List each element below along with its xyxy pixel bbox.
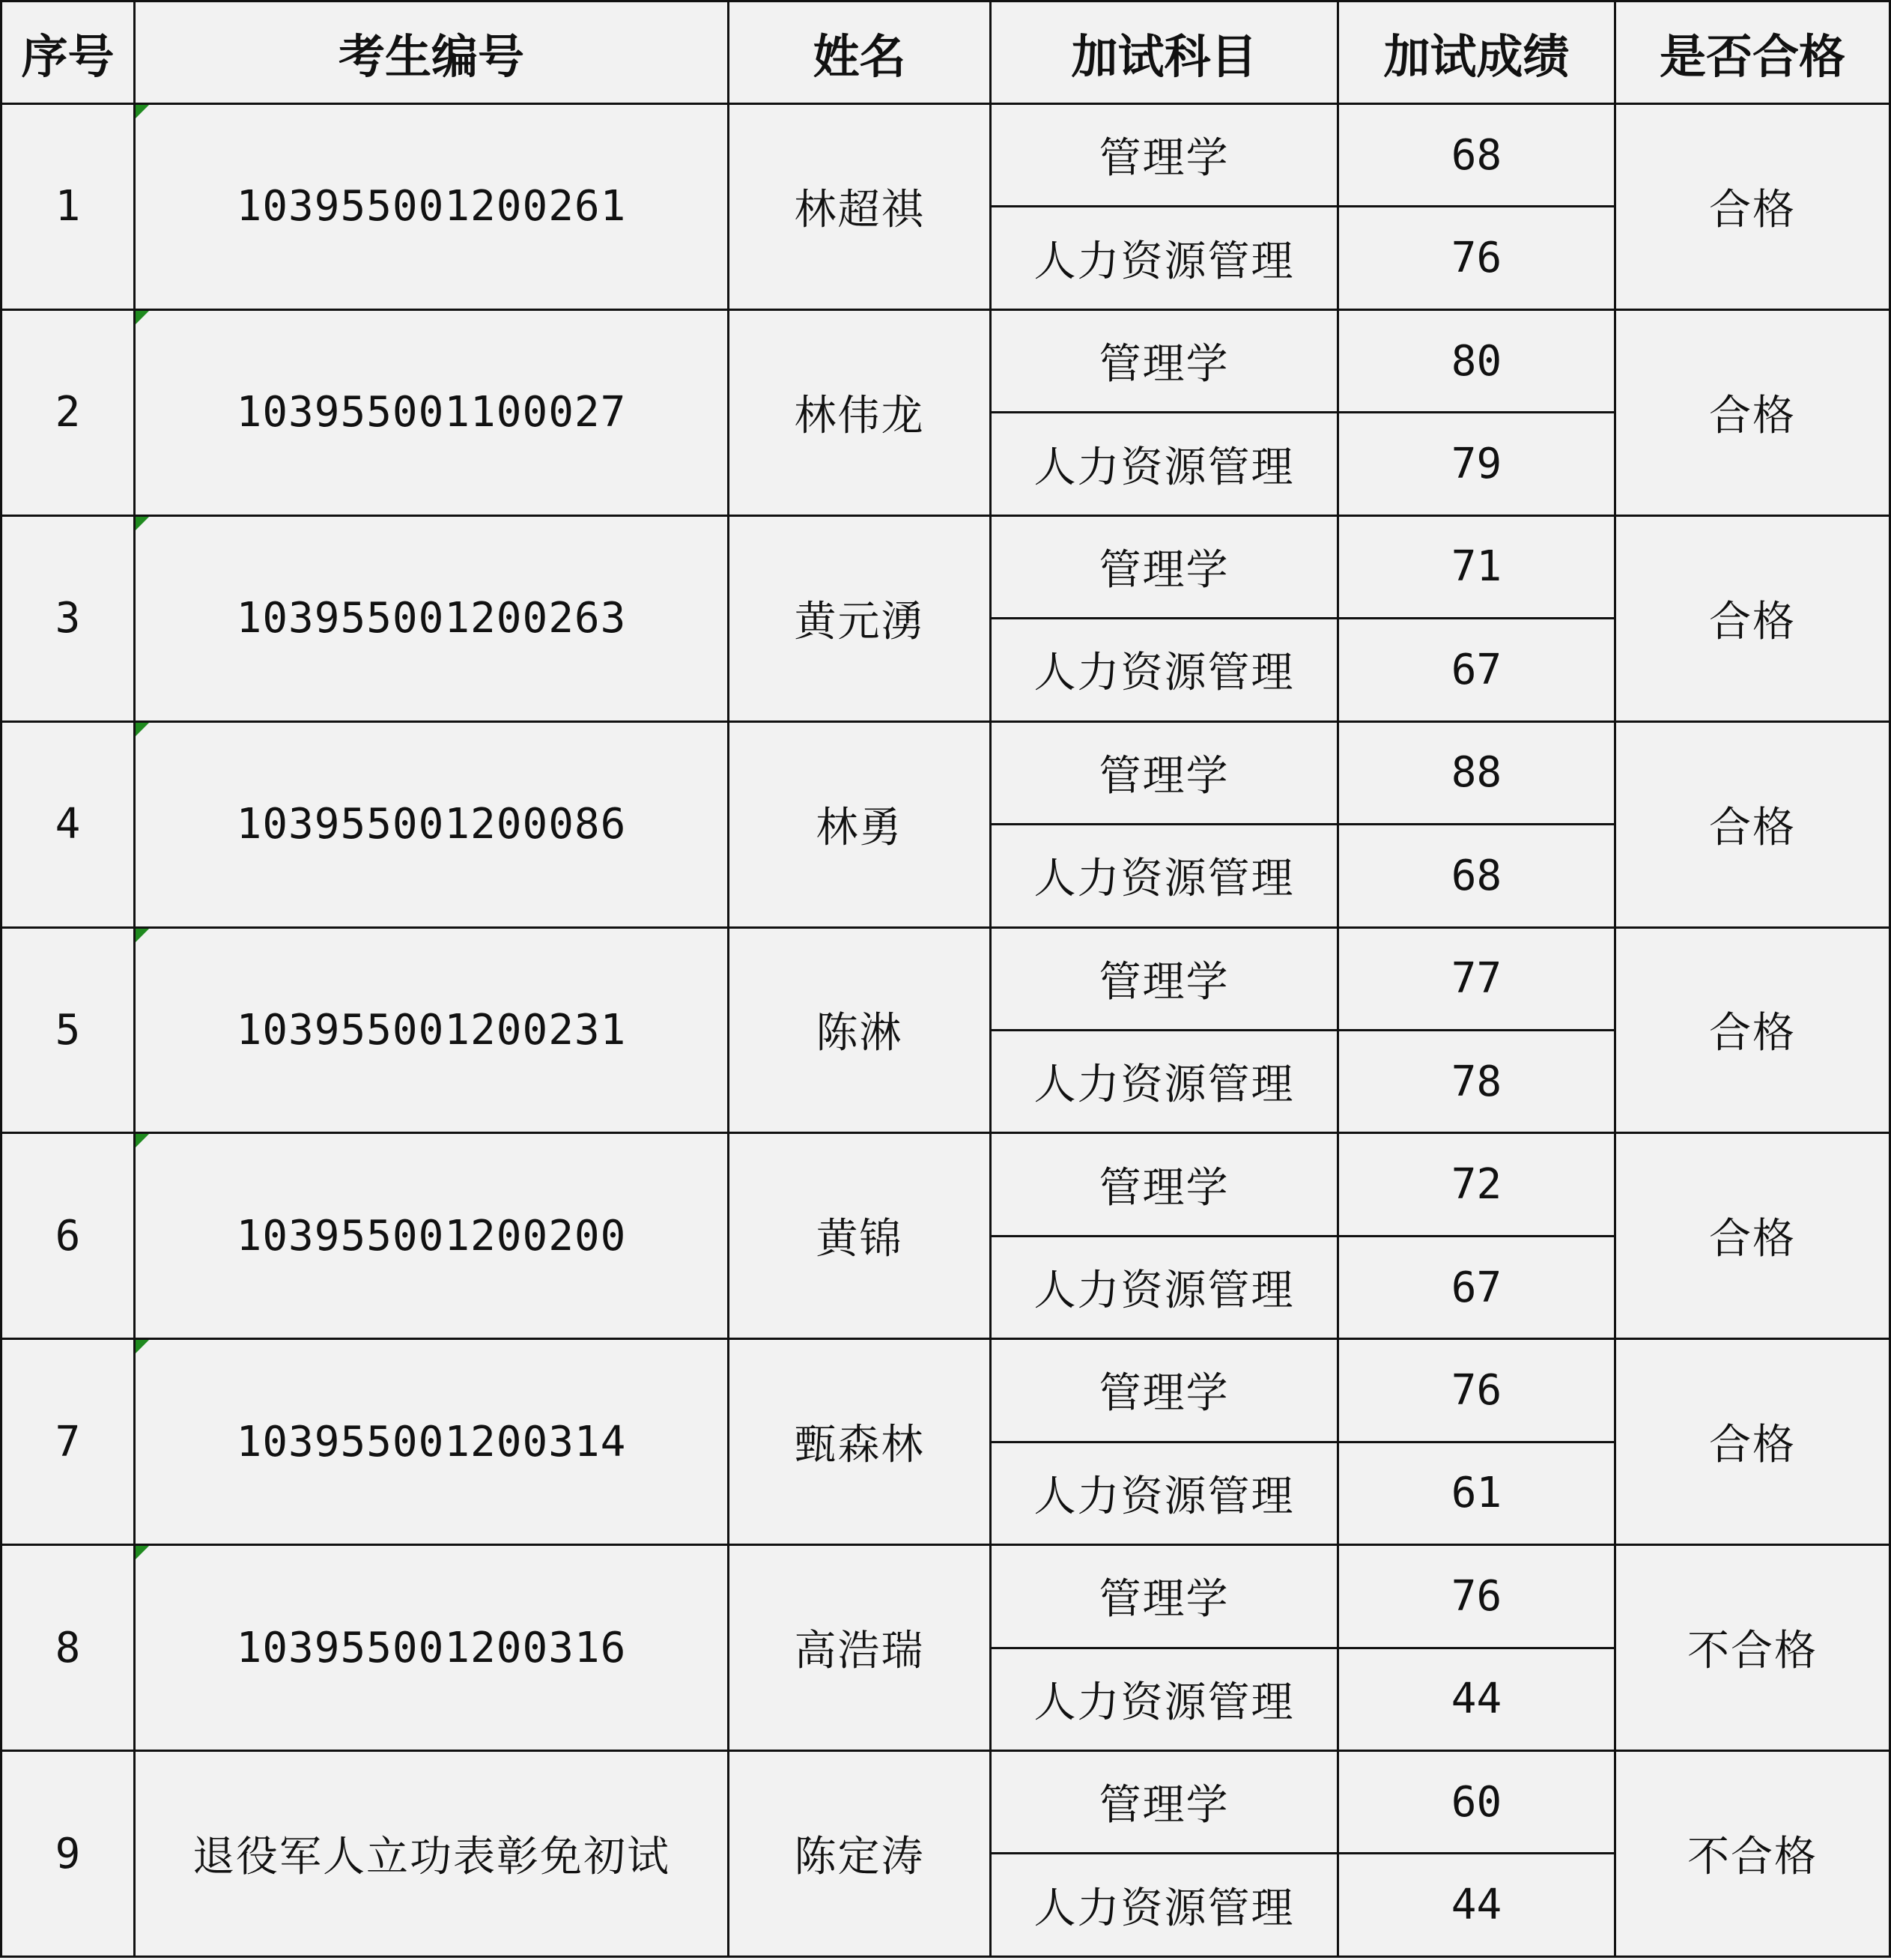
name-cell[interactable]: 林勇 xyxy=(729,721,991,927)
name-cell[interactable]: 陈定涛 xyxy=(729,1751,991,1957)
table-row xyxy=(1,1339,1890,1442)
header-row xyxy=(1,1,1890,104)
qualified-cell[interactable]: 合格 xyxy=(1615,515,1890,721)
score-cell[interactable]: 44 xyxy=(1338,1854,1615,1957)
index-cell[interactable]: 8 xyxy=(1,1545,135,1751)
header-subject[interactable]: 加试科目 xyxy=(991,1,1338,104)
qualified-cell[interactable]: 合格 xyxy=(1615,309,1890,515)
cell-error-indicator-icon xyxy=(136,1546,149,1559)
table-row xyxy=(1,104,1890,207)
examinee-id-cell[interactable] xyxy=(135,104,729,310)
examinee-id-text: 103955001200316 xyxy=(236,1623,627,1672)
name-cell[interactable]: 黄锦 xyxy=(729,1133,991,1339)
table-row xyxy=(1,515,1890,618)
qualified-cell[interactable]: 合格 xyxy=(1615,927,1890,1133)
examinee-id-cell[interactable] xyxy=(135,721,729,927)
score-cell[interactable]: 44 xyxy=(1338,1648,1615,1750)
subject-cell[interactable]: 人力资源管理 xyxy=(991,1442,1338,1544)
subject-cell[interactable]: 管理学 xyxy=(991,1751,1338,1854)
cell-error-indicator-icon xyxy=(136,723,149,736)
table-row xyxy=(1,1545,1890,1648)
index-cell[interactable]: 5 xyxy=(1,927,135,1133)
cell-error-indicator-icon xyxy=(136,929,149,942)
examinee-id-text: 103955001200263 xyxy=(236,594,627,643)
index-cell[interactable]: 3 xyxy=(1,515,135,721)
header-qualified[interactable]: 是否合格 xyxy=(1615,1,1890,104)
subject-cell[interactable]: 管理学 xyxy=(991,309,1338,412)
examinee-id-cell[interactable] xyxy=(135,1339,729,1545)
qualified-cell[interactable]: 合格 xyxy=(1615,104,1890,310)
table-row xyxy=(1,309,1890,412)
score-cell[interactable]: 78 xyxy=(1338,1030,1615,1132)
table-body xyxy=(1,104,1890,1957)
score-cell[interactable]: 67 xyxy=(1338,1236,1615,1338)
score-cell[interactable]: 88 xyxy=(1338,721,1615,824)
score-cell[interactable]: 80 xyxy=(1338,309,1615,412)
score-cell[interactable]: 76 xyxy=(1338,207,1615,309)
subject-cell[interactable]: 人力资源管理 xyxy=(991,413,1338,515)
subject-cell[interactable]: 管理学 xyxy=(991,1545,1338,1648)
score-cell[interactable]: 79 xyxy=(1338,413,1615,515)
subject-cell[interactable]: 人力资源管理 xyxy=(991,1648,1338,1750)
name-cell[interactable]: 甄森林 xyxy=(729,1339,991,1545)
qualified-cell[interactable]: 合格 xyxy=(1615,721,1890,927)
subject-cell[interactable]: 人力资源管理 xyxy=(991,207,1338,309)
examinee-id-cell[interactable] xyxy=(135,927,729,1133)
score-cell[interactable]: 68 xyxy=(1338,825,1615,927)
subject-cell[interactable]: 管理学 xyxy=(991,1339,1338,1442)
subject-cell[interactable]: 人力资源管理 xyxy=(991,1236,1338,1338)
score-cell[interactable]: 72 xyxy=(1338,1133,1615,1236)
subject-cell[interactable]: 管理学 xyxy=(991,721,1338,824)
subject-cell[interactable]: 人力资源管理 xyxy=(991,1854,1338,1957)
cell-error-indicator-icon xyxy=(136,311,149,324)
table-row xyxy=(1,1133,1890,1236)
examinee-id-cell[interactable] xyxy=(135,1545,729,1751)
index-cell[interactable]: 4 xyxy=(1,721,135,927)
header-name[interactable]: 姓名 xyxy=(729,1,991,104)
subject-cell[interactable]: 管理学 xyxy=(991,515,1338,618)
qualified-cell[interactable]: 不合格 xyxy=(1615,1545,1890,1751)
qualified-cell[interactable]: 合格 xyxy=(1615,1133,1890,1339)
subject-cell[interactable]: 管理学 xyxy=(991,927,1338,1030)
table-row xyxy=(1,927,1890,1030)
examinee-id-cell[interactable] xyxy=(135,1133,729,1339)
cell-error-indicator-icon xyxy=(136,1340,149,1353)
index-cell[interactable]: 1 xyxy=(1,104,135,310)
header-examinee-id[interactable]: 考生编号 xyxy=(135,1,729,104)
examinee-id-cell[interactable] xyxy=(135,1751,729,1957)
table-row xyxy=(1,1751,1890,1854)
cell-error-indicator-icon xyxy=(136,105,149,118)
examinee-id-text: 103955001200200 xyxy=(236,1211,627,1260)
examinee-id-text: 103955001200314 xyxy=(236,1417,627,1466)
examinee-id-cell[interactable] xyxy=(135,515,729,721)
index-cell[interactable]: 7 xyxy=(1,1339,135,1545)
subject-cell[interactable]: 人力资源管理 xyxy=(991,1030,1338,1132)
subject-cell[interactable]: 人力资源管理 xyxy=(991,825,1338,927)
table-row xyxy=(1,721,1890,824)
examinee-id-text: 103955001200231 xyxy=(236,1005,627,1055)
examinee-id-text: 103955001200086 xyxy=(236,800,627,849)
score-cell[interactable]: 60 xyxy=(1338,1751,1615,1854)
subject-cell[interactable]: 管理学 xyxy=(991,104,1338,207)
examinee-id-text: 103955001200261 xyxy=(236,182,627,231)
score-cell[interactable]: 68 xyxy=(1338,104,1615,207)
subject-cell[interactable]: 人力资源管理 xyxy=(991,619,1338,721)
score-cell[interactable]: 67 xyxy=(1338,619,1615,721)
qualified-cell[interactable]: 合格 xyxy=(1615,1339,1890,1545)
score-cell[interactable]: 61 xyxy=(1338,1442,1615,1544)
name-cell[interactable]: 林伟龙 xyxy=(729,309,991,515)
examinee-id-text: 103955001100027 xyxy=(236,388,627,437)
cell-error-indicator-icon xyxy=(136,1134,149,1147)
examinee-id-text: 退役军人立功表彰免初试 xyxy=(192,1833,670,1881)
index-cell[interactable]: 9 xyxy=(1,1751,135,1957)
qualified-cell[interactable]: 不合格 xyxy=(1615,1751,1890,1957)
cell-error-indicator-icon xyxy=(136,517,149,530)
index-cell[interactable]: 2 xyxy=(1,309,135,515)
name-cell[interactable]: 黄元湧 xyxy=(729,515,991,721)
score-cell[interactable]: 77 xyxy=(1338,927,1615,1030)
name-cell[interactable]: 陈淋 xyxy=(729,927,991,1133)
header-index[interactable]: 序号 xyxy=(1,1,135,104)
score-cell[interactable]: 76 xyxy=(1338,1339,1615,1442)
score-cell[interactable]: 76 xyxy=(1338,1545,1615,1648)
name-cell[interactable]: 林超祺 xyxy=(729,104,991,310)
examinee-id-cell[interactable] xyxy=(135,309,729,515)
subject-cell[interactable]: 管理学 xyxy=(991,1133,1338,1236)
header-score[interactable]: 加试成绩 xyxy=(1338,1,1615,104)
score-cell[interactable]: 71 xyxy=(1338,515,1615,618)
index-cell[interactable]: 6 xyxy=(1,1133,135,1339)
name-cell[interactable]: 高浩瑞 xyxy=(729,1545,991,1751)
